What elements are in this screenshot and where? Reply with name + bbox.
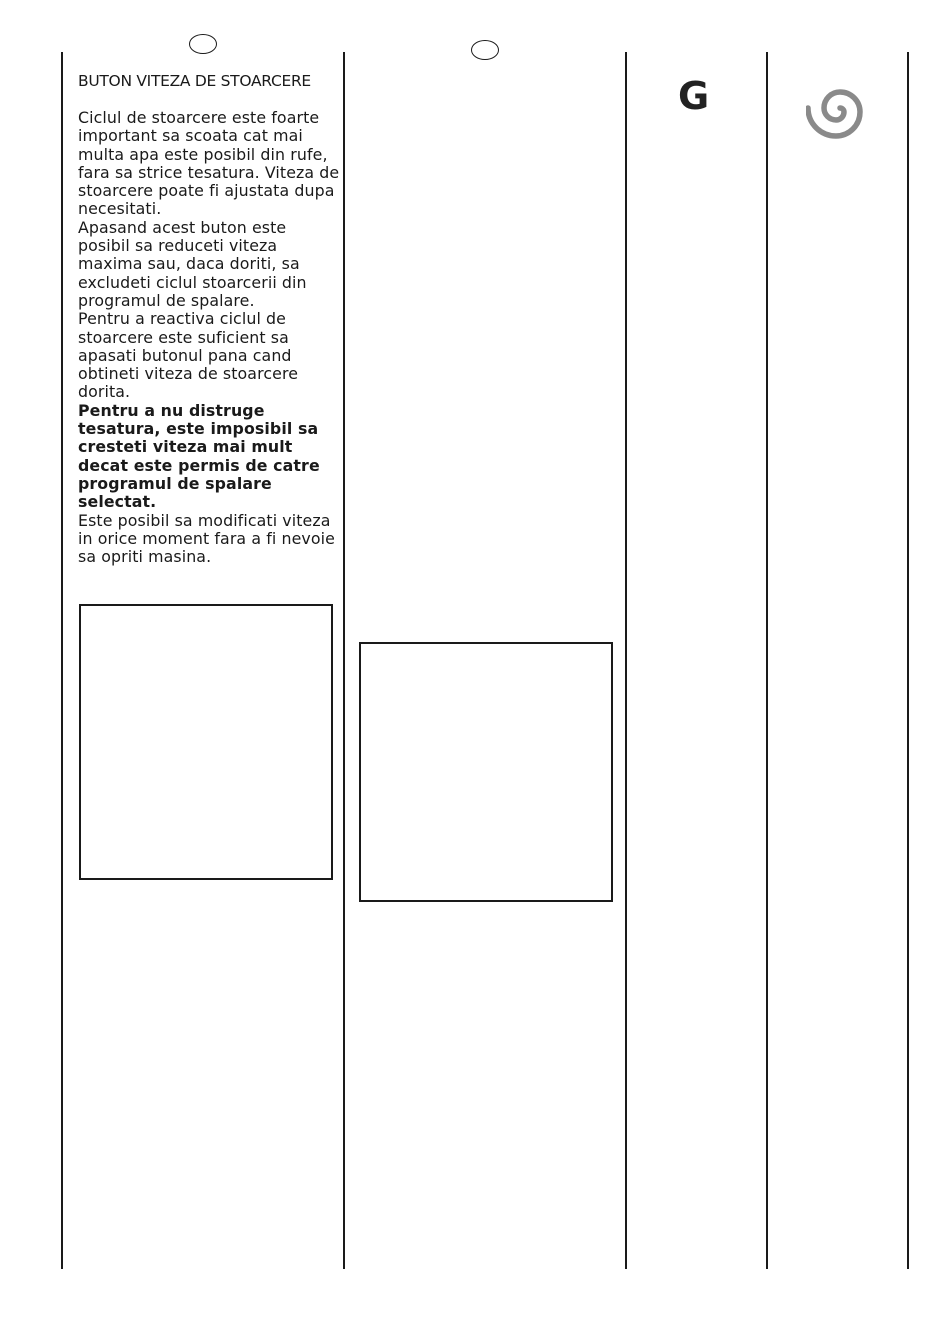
column-divider	[766, 52, 768, 1269]
paragraph: Pentru a reactiva ciclul de stoarcere este suficient sa apasati butonul pana cand obtineti viteza de stoarcere dorita.	[78, 309, 299, 402]
column-divider-right	[907, 52, 909, 1269]
language-marker	[189, 34, 217, 54]
paragraph-bold: Pentru a nu distruge tesatura, este imposibil sa cresteti viteza mai mult decat este permis de catre programul de spalare selectat.	[78, 400, 320, 512]
paragraph: Ciclul de stoarcere este foarte important sa scoata cat mai multa apa este posibil din rufe, fara sa strice tesatura. Viteza de stoarcere poate fi ajustata dupa necesitati.	[78, 108, 340, 219]
illustration-frame	[359, 642, 613, 902]
column-divider	[625, 52, 627, 1269]
paragraph: Apasand acest buton este posibil sa reduceti viteza maxima sau, daca doriti, sa excludeti ciclul stoarcerii din programul de spalare.	[78, 217, 307, 310]
section-title: BUTON VITEZA DE STOARCERE	[78, 72, 311, 90]
section-letter: G	[678, 74, 710, 118]
paragraph: Este posibil sa modificati viteza in orice moment fara a fi nevoie sa opriti masina.	[78, 510, 335, 567]
spiral-icon	[806, 78, 874, 146]
section-body	[78, 109, 340, 566]
language-marker	[471, 40, 499, 60]
illustration-frame	[79, 604, 333, 880]
column-divider	[343, 52, 345, 1269]
column-divider-left	[61, 52, 63, 1269]
